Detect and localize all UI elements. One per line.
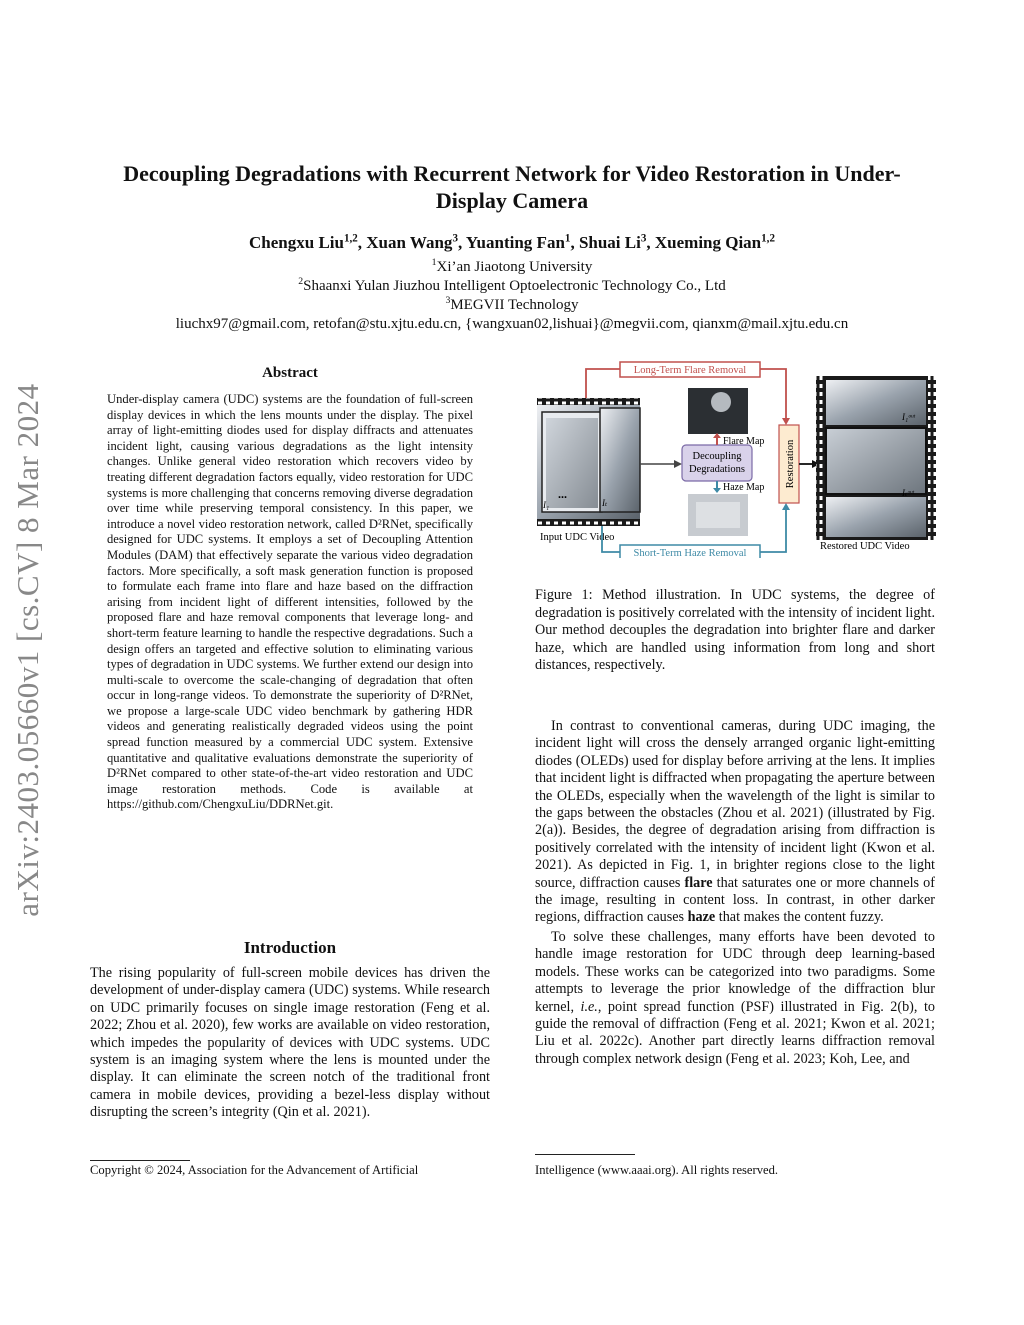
- film-strip-right: [928, 376, 936, 540]
- author-sup: 1,2: [761, 232, 775, 245]
- author-name: Xueming Qian: [654, 233, 762, 252]
- author-name: Xuan Wang: [366, 233, 453, 252]
- input-frame-t: [600, 408, 640, 512]
- output-frame-1-label: I₁ᵒᵘᵗ: [902, 412, 915, 422]
- input-video-label: Input UDC Video: [540, 532, 615, 543]
- affiliation-text: MEGVII Technology: [450, 297, 579, 313]
- haze-term: haze: [687, 909, 716, 926]
- figure-1-caption: Figure 1: Method illustration. In UDC systems, the degree of degradation is positively correlated with the intensity of incident light. Our method decouples the degradation into brighter flare and darker haze, which are handled using information from long and short distances, respectively.: [535, 587, 935, 674]
- copyright-footnote: Copyright © 2024, Association for the Advancement of Artificial: [90, 1163, 419, 1177]
- introduction-paragraph-2: [535, 718, 935, 927]
- long-term-label: Long-Term Flare Removal: [633, 365, 747, 376]
- input-frame-1-label: I₁: [543, 500, 550, 510]
- text-run: that saturates one or more channels of the image, resulting in content loss. In contrast, in other darker regions, diffraction causes: [535, 874, 935, 926]
- author-sup: 3: [452, 232, 458, 245]
- decoupling-label-2: Degradations: [689, 464, 745, 475]
- abstract-heading: Abstract: [262, 365, 318, 381]
- introduction-paragraph-1: The rising popularity of full-screen mobile devices has driven the development of under-display camera (UDC) systems. While research on UDC primarily focuses on single image restoration (Feng et al. 2022; Zhou et al. 2020), few works are available on video restoration, which impedes the popularity of devices with UDC systems. UDC system is an imaging system where the lens is mounted under the display. It can eliminate the screen notch of the traditional front camera in mobile devices, providing a bezel-less display without disrupting the screen’s integrity (Qin et al. 2021).: [90, 965, 490, 1121]
- author-name: Chengxu Liu: [249, 233, 344, 252]
- footnote-rule: [535, 1154, 635, 1155]
- author-sup: 3: [640, 232, 647, 245]
- affiliation-2: [90, 277, 934, 295]
- affiliation-text: Shaanxi Yulan Jiuzhou Intelligent Optoelectronic Technology Co., Ltd: [303, 278, 726, 294]
- author-sup: 1,2: [343, 232, 358, 245]
- output-frame-1: [826, 428, 926, 494]
- affiliation-sup: 3: [445, 295, 451, 306]
- ie-abbrev: i.e.: [580, 998, 598, 1015]
- arxiv-id: arXiv:2403.05660v1 [cs.CV] 8 Mar 2024: [10, 383, 45, 917]
- flare-map-label: Flare Map: [723, 436, 765, 447]
- affiliation-sup: 2: [298, 276, 304, 287]
- paper-title: Decoupling Degradations with Recurrent Network for Video Restoration in Under-Display Camera: [123, 161, 901, 213]
- text-run: To solve these challenges, many efforts have been devoted to handle image restoration for UDC through deep learning-based models. These works can be categorized into two paradigms. Some attempts to leverage the prior knowledge of the diffraction blur kernel,: [535, 928, 935, 1015]
- short-term-arrow-out: [760, 506, 786, 552]
- output-video-label: Restored UDC Video: [820, 541, 910, 552]
- abstract-text: Under-display camera (UDC) systems are the foundation of full-screen display devices in which the lens mounts under the display. The pixel array of light-emitting diodes used for display diffracts and attenuates incident light, causing various degradations as the light intensity changes. Unlike general video restoration which recovers video by treating different degradation factors equally, video restoration for UDC systems is more challenging that concerns removing diverse degradation over time while preserving temporal consistency. In this paper, we introduce a novel video restoration network, called D²RNet, specifically designed for UDC systems. It employs a set of Decoupling Attention Modules (DAM) that effectively separate the various video degradation factors. More specifically, a soft mask generation function is proposed to formulate each frame into flare and haze based on the diffraction arising from incident light of different intensities, followed by the proposed flare and haze removal components that leverage long- and short-term feature learning to handle the respective degradations. Such a design offers an targeted and effective solution to eliminating various types of degradation in UDC systems. We further extend our design into multi-scale to overcome the scale-changing of degradation that often occur in long-range videos. To demonstrate the superiority of D²RNet, we propose a large-scale UDC video benchmark by gathering HDR videos and generating realistically degraded videos using the point spread function measured by a commercial UDC system. Extensive quantitative and qualitative evaluations demonstrate the superiority of D²RNet compared to other state-of-the-art video restoration and UDC image restoration methods. Code is available at https://github.com/ChengxuLiu/DDRNet.git.: [107, 392, 473, 812]
- output-frame-t-label: Iₜᵒᵘᵗ: [902, 488, 914, 498]
- restoration-label: Restoration: [785, 439, 796, 489]
- author-name: Yuanting Fan: [465, 233, 565, 252]
- right-column-text: [535, 718, 935, 1070]
- frames-ellipsis: ...: [558, 487, 567, 501]
- affiliation-3: [90, 296, 934, 314]
- long-term-arrow-out: [760, 369, 786, 422]
- haze-map-label: Haze Map: [723, 482, 765, 493]
- long-term-arrowhead: [782, 418, 790, 425]
- output-video-film: [816, 376, 936, 540]
- introduction-heading: Introduction: [243, 938, 337, 957]
- text-run: , point spread function (PSF) illustrated in Fig. 2(b), to guide the removal of diffraction (Feng et al. 2021; Kwon et al. 2021; Liu et al. 2022c). Another part directly learns diffraction removal through complex network design (Feng et al. 2023; Koh, Lee, and: [535, 998, 935, 1067]
- affiliation-1: [90, 258, 934, 276]
- flare-term: flare: [684, 874, 713, 891]
- flare-highlight: [711, 392, 731, 412]
- input-video-film: [537, 398, 640, 526]
- affiliation-text: Xi’an Jiaotong University: [436, 259, 593, 275]
- input-frame-t-label: Iₜ: [602, 498, 608, 508]
- author-emails: liuchx97@gmail.com, retofan@stu.xjtu.edu.cn, {wangxuan02,lishuai}@megvii.com, qianxm@mail.xjtu.edu.cn: [175, 316, 849, 332]
- arrowhead: [674, 460, 682, 468]
- affiliation-sup: 1: [431, 257, 437, 268]
- film-strip-left: [816, 376, 824, 540]
- text-run: In contrast to conventional cameras, during UDC imaging, the incident light will cross the densely arranged organic light-emitting diodes (OLEDs) used for display before arriving at the lens. It implies that incident light is diffracted when propagating the aperture between the OLEDs, especially when the wavelength of the light is similar to the gaps between the obstacles (Zhou et al. 2021) (illustrated by Fig. 2(a)). Besides, the degree of degradation arising from diffraction is positively correlated with the intensity of incident light (Kwon et al. 2021). As depicted in Fig. 1, in brighter regions close to the light source, diffraction causes: [535, 718, 935, 891]
- haze-map-texture: [696, 502, 740, 528]
- copyright-footnote-continued: Intelligence (www.aaai.org). All rights reserved.: [535, 1163, 779, 1177]
- short-term-arrowhead: [782, 503, 790, 510]
- footnote-rule: [90, 1160, 190, 1161]
- author-sup: 1: [564, 232, 571, 245]
- author-name: Shuai Li: [578, 233, 641, 252]
- arrowhead: [713, 488, 721, 493]
- author-list: Chengxu Liu$^{1,2}$, Xuan Wang$^3$, Yuanting Fan$^1$, Shuai Li$^3$, Xueming Qian$^{1,2}$: [249, 232, 775, 252]
- decoupling-label-1: Decoupling: [692, 451, 742, 462]
- short-term-label: Short-Term Haze Removal: [633, 548, 747, 558]
- text-run: that makes the content fuzzy.: [715, 909, 884, 926]
- introduction-paragraph-3: [535, 929, 935, 1068]
- input-frame-1-scene: [546, 418, 598, 508]
- output-frame-t: [826, 497, 926, 537]
- figure-1: [536, 358, 936, 558]
- long-term-arrow-in: [586, 369, 620, 398]
